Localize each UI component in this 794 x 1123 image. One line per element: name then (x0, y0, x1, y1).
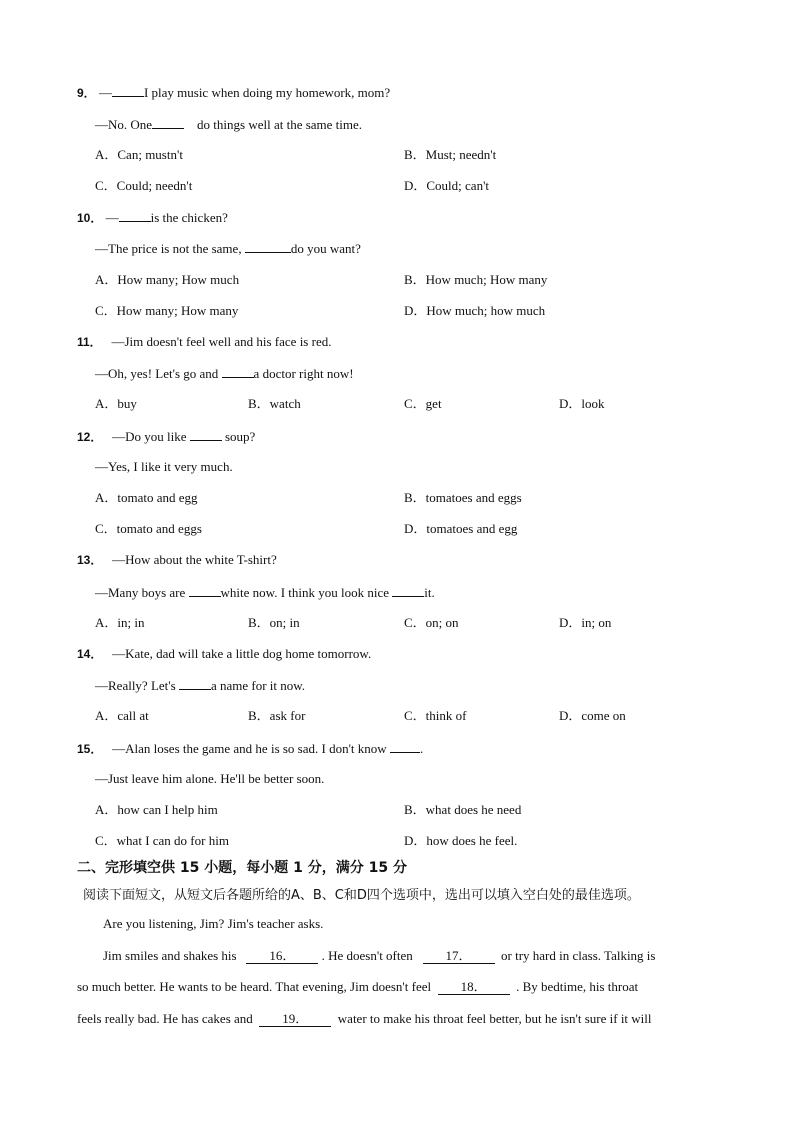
question-number: 11． (77, 335, 102, 349)
passage-text: feels really bad. He has cakes and (77, 1011, 253, 1026)
question-number: 13． (77, 553, 103, 567)
passage-text: . He doesn't often (321, 948, 413, 963)
stem-text: —Really? Let's (95, 678, 176, 693)
option-b[interactable]: B．on; in (248, 615, 300, 630)
option-b[interactable]: B．Must; needn't (404, 147, 497, 162)
answer-blank (392, 584, 424, 597)
question-14-stem (77, 646, 371, 662)
stem-text: I play music when doing my homework, mom? (143, 85, 391, 100)
question-13-stem (77, 552, 277, 568)
stem-text: a doctor right now! (253, 366, 354, 381)
answer-blank (152, 116, 184, 129)
option-b[interactable]: B．watch (248, 396, 301, 411)
answer-blank (112, 84, 144, 97)
cloze-blank-17[interactable]: 17． (423, 949, 495, 964)
option-b[interactable]: B．ask for (248, 708, 306, 723)
option-a[interactable]: A．call at (95, 708, 149, 723)
stem-text: —Do you like (112, 429, 187, 444)
stem-text: —No. One (95, 117, 153, 132)
stem-text: soup? (225, 429, 256, 444)
question-12-stem (77, 428, 255, 445)
option-c[interactable]: C．How many; How many (95, 303, 239, 318)
option-b[interactable]: B．tomatoes and eggs (404, 490, 522, 505)
question-number: 14． (77, 647, 103, 661)
question-15-reply: —Just leave him alone. He'll be better soon. (95, 771, 325, 786)
answer-blank (179, 677, 211, 690)
stem-text: . (419, 741, 424, 756)
question-11-stem (77, 334, 331, 350)
option-a[interactable]: A．Can; mustn't (95, 147, 183, 162)
passage-text: water to make his throat feel better, but he isn't sure if it will (337, 1011, 652, 1026)
option-c[interactable]: C．get (404, 396, 442, 411)
dash: — (98, 85, 112, 100)
option-a[interactable]: A．tomato and egg (95, 490, 198, 505)
stem-text: —The price is not the same, (95, 241, 242, 256)
option-d[interactable]: D．look (559, 396, 605, 411)
option-c[interactable]: C．Could; needn't (95, 178, 193, 193)
section-2-title: 二、完形填空供 15 小题，每小题 1 分，满分 15 分 (77, 860, 407, 876)
option-a[interactable]: A．buy (95, 396, 137, 411)
answer-blank (190, 428, 222, 441)
stem-text: —Jim doesn't feel well and his face is red. (111, 334, 332, 349)
option-c[interactable]: C．what I can do for him (95, 833, 229, 848)
passage-line (77, 1011, 652, 1027)
stem-text: do things well at the same time. (197, 117, 363, 132)
option-c[interactable]: C．think of (404, 708, 467, 723)
answer-blank (119, 209, 151, 222)
answer-blank (245, 240, 291, 253)
option-d[interactable]: D．tomatoes and egg (404, 521, 518, 536)
option-b[interactable]: B．what does he need (404, 802, 522, 817)
passage-line: Are you listening, Jim? Jim's teacher asks. (103, 916, 324, 931)
answer-blank (390, 740, 420, 753)
option-d[interactable]: D．how does he feel. (404, 833, 518, 848)
stem-text: a name for it now. (210, 678, 306, 693)
stem-text: —Oh, yes! Let's go and (95, 366, 219, 381)
question-number: 10． (77, 211, 103, 225)
passage-text: . By bedtime, his throat (516, 979, 639, 994)
question-number: 15． (77, 742, 103, 756)
option-c[interactable]: C．on; on (404, 615, 459, 630)
answer-blank (189, 584, 221, 597)
question-number: 9． (77, 86, 96, 100)
question-10-stem (77, 209, 228, 226)
question-9-stem (77, 84, 390, 101)
stem-text: is the chicken? (150, 210, 228, 225)
option-b[interactable]: B．How much; How many (404, 272, 548, 287)
question-12-reply: —Yes, I like it very much. (95, 459, 233, 474)
option-a[interactable]: A．how can I help him (95, 802, 218, 817)
passage-text: or try hard in class. Talking is (501, 948, 656, 963)
passage-text: Jim smiles and shakes his (103, 948, 237, 963)
option-d[interactable]: D．How much; how much (404, 303, 546, 318)
cloze-blank-18[interactable]: 18． (438, 980, 510, 995)
question-13-reply (95, 584, 435, 601)
stem-text: do you want? (290, 241, 361, 256)
question-9-reply (95, 116, 362, 133)
cloze-blank-16[interactable]: 16． (246, 949, 318, 964)
stem-text: —Alan loses the game and he is so sad. I don't know (112, 741, 387, 756)
passage-text: so much better. He wants to be heard. That evening, Jim doesn't feel (77, 979, 432, 994)
option-c[interactable]: C．tomato and eggs (95, 521, 202, 536)
option-d[interactable]: D．in; on (559, 615, 612, 630)
option-a[interactable]: A．How many; How much (95, 272, 240, 287)
stem-text: white now. I think you look nice (220, 585, 390, 600)
passage-line (103, 948, 655, 964)
option-a[interactable]: A．in; in (95, 615, 145, 630)
option-d[interactable]: D．come on (559, 708, 626, 723)
question-number: 12． (77, 430, 103, 444)
stem-text: —Kate, dad will take a little dog home tomorrow. (112, 646, 372, 661)
answer-blank (222, 365, 254, 378)
stem-text: it. (424, 585, 435, 600)
dash: — (105, 210, 119, 225)
stem-text: —How about the white T-shirt? (112, 552, 277, 567)
passage-line (77, 979, 638, 995)
question-10-reply (95, 240, 361, 257)
stem-text: —Many boys are (95, 585, 186, 600)
question-11-reply (95, 365, 354, 382)
question-15-stem (77, 740, 423, 757)
question-14-reply (95, 677, 305, 694)
cloze-blank-19[interactable]: 19． (259, 1012, 331, 1027)
section-2-instruction: 阅读下面短文，从短文后各题所给的A、B、C和D四个选项中，选出可以填入空白处的最佳选项。 (83, 888, 640, 903)
option-d[interactable]: D．Could; can't (404, 178, 490, 193)
